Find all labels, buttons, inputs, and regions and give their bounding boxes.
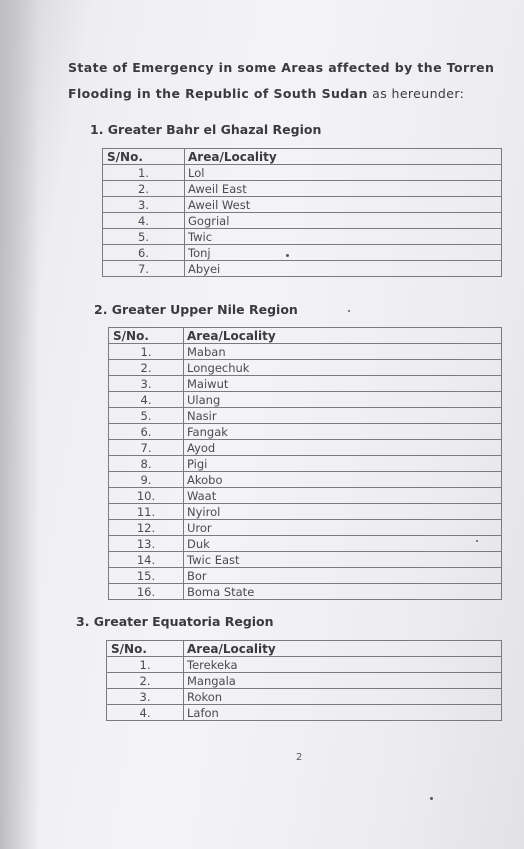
table-bahr-el-ghazal [102,148,502,277]
table-row [109,504,502,520]
table-row [107,705,502,721]
row-serial-number: 1. [103,165,185,181]
column-header-sno: S/No. [103,149,185,165]
table-row [107,673,502,689]
table-row [109,456,502,472]
row-serial-number: 15. [109,568,184,584]
table-row [109,376,502,392]
row-area-locality: Akobo [184,472,502,488]
table-row [107,657,502,673]
row-area-locality: Nasir [184,408,502,424]
row-area-locality: Ulang [184,392,502,408]
column-header-area: Area/Locality [184,641,502,657]
page-number: 2 [296,752,303,763]
row-serial-number: 16. [109,584,184,600]
row-serial-number: 4. [103,213,185,229]
row-serial-number: 1. [107,657,184,673]
table-row [103,165,502,181]
table-row [109,408,502,424]
table-row [109,488,502,504]
row-area-locality: Longechuk [184,360,502,376]
row-serial-number: 14. [109,552,184,568]
column-header-sno: S/No. [107,641,184,657]
row-area-locality: Aweil West [185,197,502,213]
intro-paragraph [68,55,524,107]
row-serial-number: 3. [107,689,184,705]
column-header-sno: S/No. [109,328,184,344]
ink-speck [286,254,289,257]
row-area-locality: Aweil East [185,181,502,197]
section-heading-equatoria: 3. Greater Equatoria Region [76,614,274,629]
table-row [109,520,502,536]
table-row [109,552,502,568]
row-area-locality: Lol [185,165,502,181]
row-area-locality: Twic [185,229,502,245]
row-serial-number: 6. [109,424,184,440]
table-row [109,536,502,552]
row-serial-number: 11. [109,504,184,520]
table-body [107,657,502,721]
row-area-locality: Duk [184,536,502,552]
row-serial-number: 6. [103,245,185,261]
table-row [109,440,502,456]
intro-line-2 [68,81,524,107]
section-heading-bahr-el-ghazal: 1. Greater Bahr el Ghazal Region [90,122,322,137]
intro-line-2-rest: as hereunder: [367,86,465,101]
table-row [107,689,502,705]
row-serial-number: 7. [103,261,185,277]
table-upper-nile [108,327,502,600]
table-row [103,197,502,213]
row-area-locality: Lafon [184,705,502,721]
row-area-locality: Fangak [184,424,502,440]
table-body [103,165,502,277]
row-serial-number: 5. [103,229,185,245]
table-row [109,424,502,440]
table-row [109,392,502,408]
column-header-area: Area/Locality [184,328,502,344]
row-area-locality: Uror [184,520,502,536]
row-area-locality: Tonj [185,245,502,261]
row-area-locality: Maban [184,344,502,360]
table-row [103,213,502,229]
table-row [103,245,502,261]
row-area-locality: Mangala [184,673,502,689]
row-serial-number: 13. [109,536,184,552]
intro-line-1: State of Emergency in some Areas affected by the Torren [68,60,495,75]
row-area-locality: Twic East [184,552,502,568]
row-area-locality: Nyirol [184,504,502,520]
column-header-area: Area/Locality [185,149,502,165]
row-serial-number: 8. [109,456,184,472]
row-area-locality: Bor [184,568,502,584]
row-serial-number: 2. [107,673,184,689]
row-serial-number: 2. [103,181,185,197]
ink-speck [348,310,350,312]
table-equatoria [106,640,502,721]
table-row [103,229,502,245]
table-body [109,344,502,600]
table-header-row [109,328,502,344]
table-header-row [107,641,502,657]
row-area-locality: Ayod [184,440,502,456]
row-area-locality: Terekeka [184,657,502,673]
ink-speck [430,797,433,800]
table-row [109,344,502,360]
table-row [103,181,502,197]
table-header-row [103,149,502,165]
page-shadow [0,0,40,849]
table-row [109,568,502,584]
row-area-locality: Waat [184,488,502,504]
row-area-locality: Pigi [184,456,502,472]
row-serial-number: 2. [109,360,184,376]
row-area-locality: Abyei [185,261,502,277]
row-serial-number: 4. [107,705,184,721]
table-row [109,472,502,488]
intro-line-2-bold: Flooding in the Republic of South Sudan [68,86,368,101]
row-area-locality: Gogrial [185,213,502,229]
row-area-locality: Rokon [184,689,502,705]
row-area-locality: Maiwut [184,376,502,392]
row-serial-number: 3. [109,376,184,392]
table-row [109,584,502,600]
row-serial-number: 9. [109,472,184,488]
row-area-locality: Boma State [184,584,502,600]
row-serial-number: 5. [109,408,184,424]
row-serial-number: 12. [109,520,184,536]
row-serial-number: 1. [109,344,184,360]
section-heading-upper-nile: 2. Greater Upper Nile Region [94,302,298,317]
row-serial-number: 7. [109,440,184,456]
table-row [103,261,502,277]
row-serial-number: 10. [109,488,184,504]
ink-speck [476,540,478,542]
row-serial-number: 4. [109,392,184,408]
row-serial-number: 3. [103,197,185,213]
table-row [109,360,502,376]
